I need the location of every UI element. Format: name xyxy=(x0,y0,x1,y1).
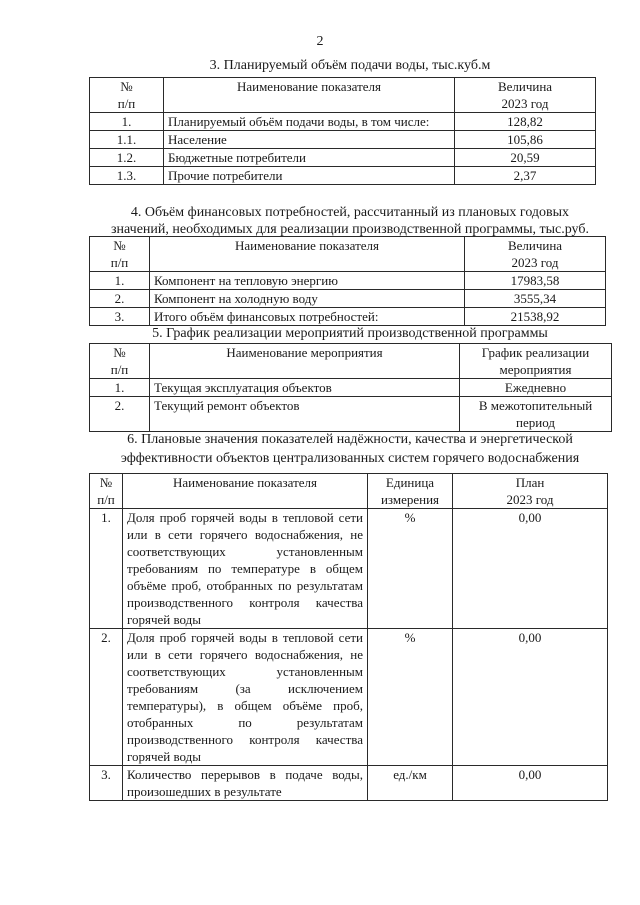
table-row xyxy=(90,397,612,432)
page-number: 2 xyxy=(316,34,324,49)
row-name: Итого объём финансовых потребностей: xyxy=(150,308,465,326)
row-num: 2. xyxy=(90,397,150,432)
header-plan: План 2023 год xyxy=(453,474,608,509)
row-value: 20,59 xyxy=(455,149,596,167)
row-unit: % xyxy=(368,629,453,766)
section-6-title-line-1: 6. Плановые значения показателей надёжности, качества и энергетической xyxy=(127,432,573,447)
table-header-row xyxy=(90,78,596,113)
section-4-table xyxy=(89,236,606,326)
row-value: 21538,92 xyxy=(465,308,606,326)
table-row xyxy=(90,149,596,167)
table-row xyxy=(90,308,606,326)
row-num: 1. xyxy=(90,379,150,397)
table-row xyxy=(90,113,596,131)
row-num: 3. xyxy=(90,308,150,326)
header-schedule: График реализации мероприятия xyxy=(460,344,612,379)
row-name: Доля проб горячей воды в тепловой сети или в сети горячего водоснабжения, не соответствующих установленным требованиям по температуре в общем объёме проб, отобранных по результатам производственного контроля качества горячей воды xyxy=(123,509,368,629)
table-row xyxy=(90,272,606,290)
row-unit: ед./км xyxy=(368,766,453,801)
table-row xyxy=(90,509,608,629)
row-value: 17983,58 xyxy=(465,272,606,290)
row-value: 2,37 xyxy=(455,167,596,185)
row-schedule: Ежедневно xyxy=(460,379,612,397)
table-header-row xyxy=(90,237,606,272)
header-value: Величина 2023 год xyxy=(465,237,606,272)
row-plan: 0,00 xyxy=(453,629,608,766)
header-value: Величина 2023 год xyxy=(455,78,596,113)
table-header-row xyxy=(90,344,612,379)
header-name: Наименование показателя xyxy=(123,474,368,509)
row-name: Планируемый объём подачи воды, в том числе: xyxy=(164,113,455,131)
section-5-table xyxy=(89,343,612,432)
row-name: Прочие потребители xyxy=(164,167,455,185)
row-value: 128,82 xyxy=(455,113,596,131)
table-header-row xyxy=(90,474,608,509)
section-4-title-line-2: значений, необходимых для реализации производственной программы, тыс.руб. xyxy=(111,222,589,237)
header-num: № п/п xyxy=(90,344,150,379)
row-name: Население xyxy=(164,131,455,149)
row-name: Доля проб горячей воды в тепловой сети или в сети горячего водоснабжения, не соответствующих установленным требованиям (за исключением температуры), в общем объёме проб, отобранных по результатам производственного контроля качества горячей воды xyxy=(123,629,368,766)
table-row xyxy=(90,766,608,801)
row-unit: % xyxy=(368,509,453,629)
section-4-title-line-1: 4. Объём финансовых потребностей, рассчитанный из плановых годовых xyxy=(130,205,570,220)
header-name: Наименование мероприятия xyxy=(150,344,460,379)
row-name: Количество перерывов в подаче воды, произошедших в результате xyxy=(123,766,368,801)
row-name: Текущая эксплуатация объектов xyxy=(150,379,460,397)
section-3-title: 3. Планируемый объём подачи воды, тыс.куб.м xyxy=(209,58,491,73)
row-value: 105,86 xyxy=(455,131,596,149)
row-num: 1. xyxy=(90,509,123,629)
row-plan: 0,00 xyxy=(453,509,608,629)
header-num: № п/п xyxy=(90,237,150,272)
row-name: Текущий ремонт объектов xyxy=(150,397,460,432)
section-3-table xyxy=(89,77,596,185)
header-name: Наименование показателя xyxy=(150,237,465,272)
row-num: 1. xyxy=(90,272,150,290)
header-num: № п/п xyxy=(90,78,164,113)
row-schedule: В межотопительный период xyxy=(460,397,612,432)
section-5-title: 5. График реализации мероприятий производственной программы xyxy=(152,326,548,341)
row-name: Компонент на тепловую энергию xyxy=(150,272,465,290)
header-num: № п/п xyxy=(90,474,123,509)
header-unit: Единица измерения xyxy=(368,474,453,509)
row-num: 2. xyxy=(90,290,150,308)
row-num: 1.2. xyxy=(90,149,164,167)
row-num: 3. xyxy=(90,766,123,801)
table-row xyxy=(90,379,612,397)
row-num: 2. xyxy=(90,629,123,766)
row-plan: 0,00 xyxy=(453,766,608,801)
row-value: 3555,34 xyxy=(465,290,606,308)
table-row xyxy=(90,167,596,185)
row-num: 1. xyxy=(90,113,164,131)
row-name: Бюджетные потребители xyxy=(164,149,455,167)
row-num: 1.1. xyxy=(90,131,164,149)
section-6-title-line-2: эффективности объектов централизованных систем горячего водоснабжения xyxy=(120,451,580,466)
section-6-table xyxy=(89,473,608,801)
header-name: Наименование показателя xyxy=(164,78,455,113)
row-num: 1.3. xyxy=(90,167,164,185)
table-row xyxy=(90,131,596,149)
table-row xyxy=(90,629,608,766)
table-row xyxy=(90,290,606,308)
row-name: Компонент на холодную воду xyxy=(150,290,465,308)
